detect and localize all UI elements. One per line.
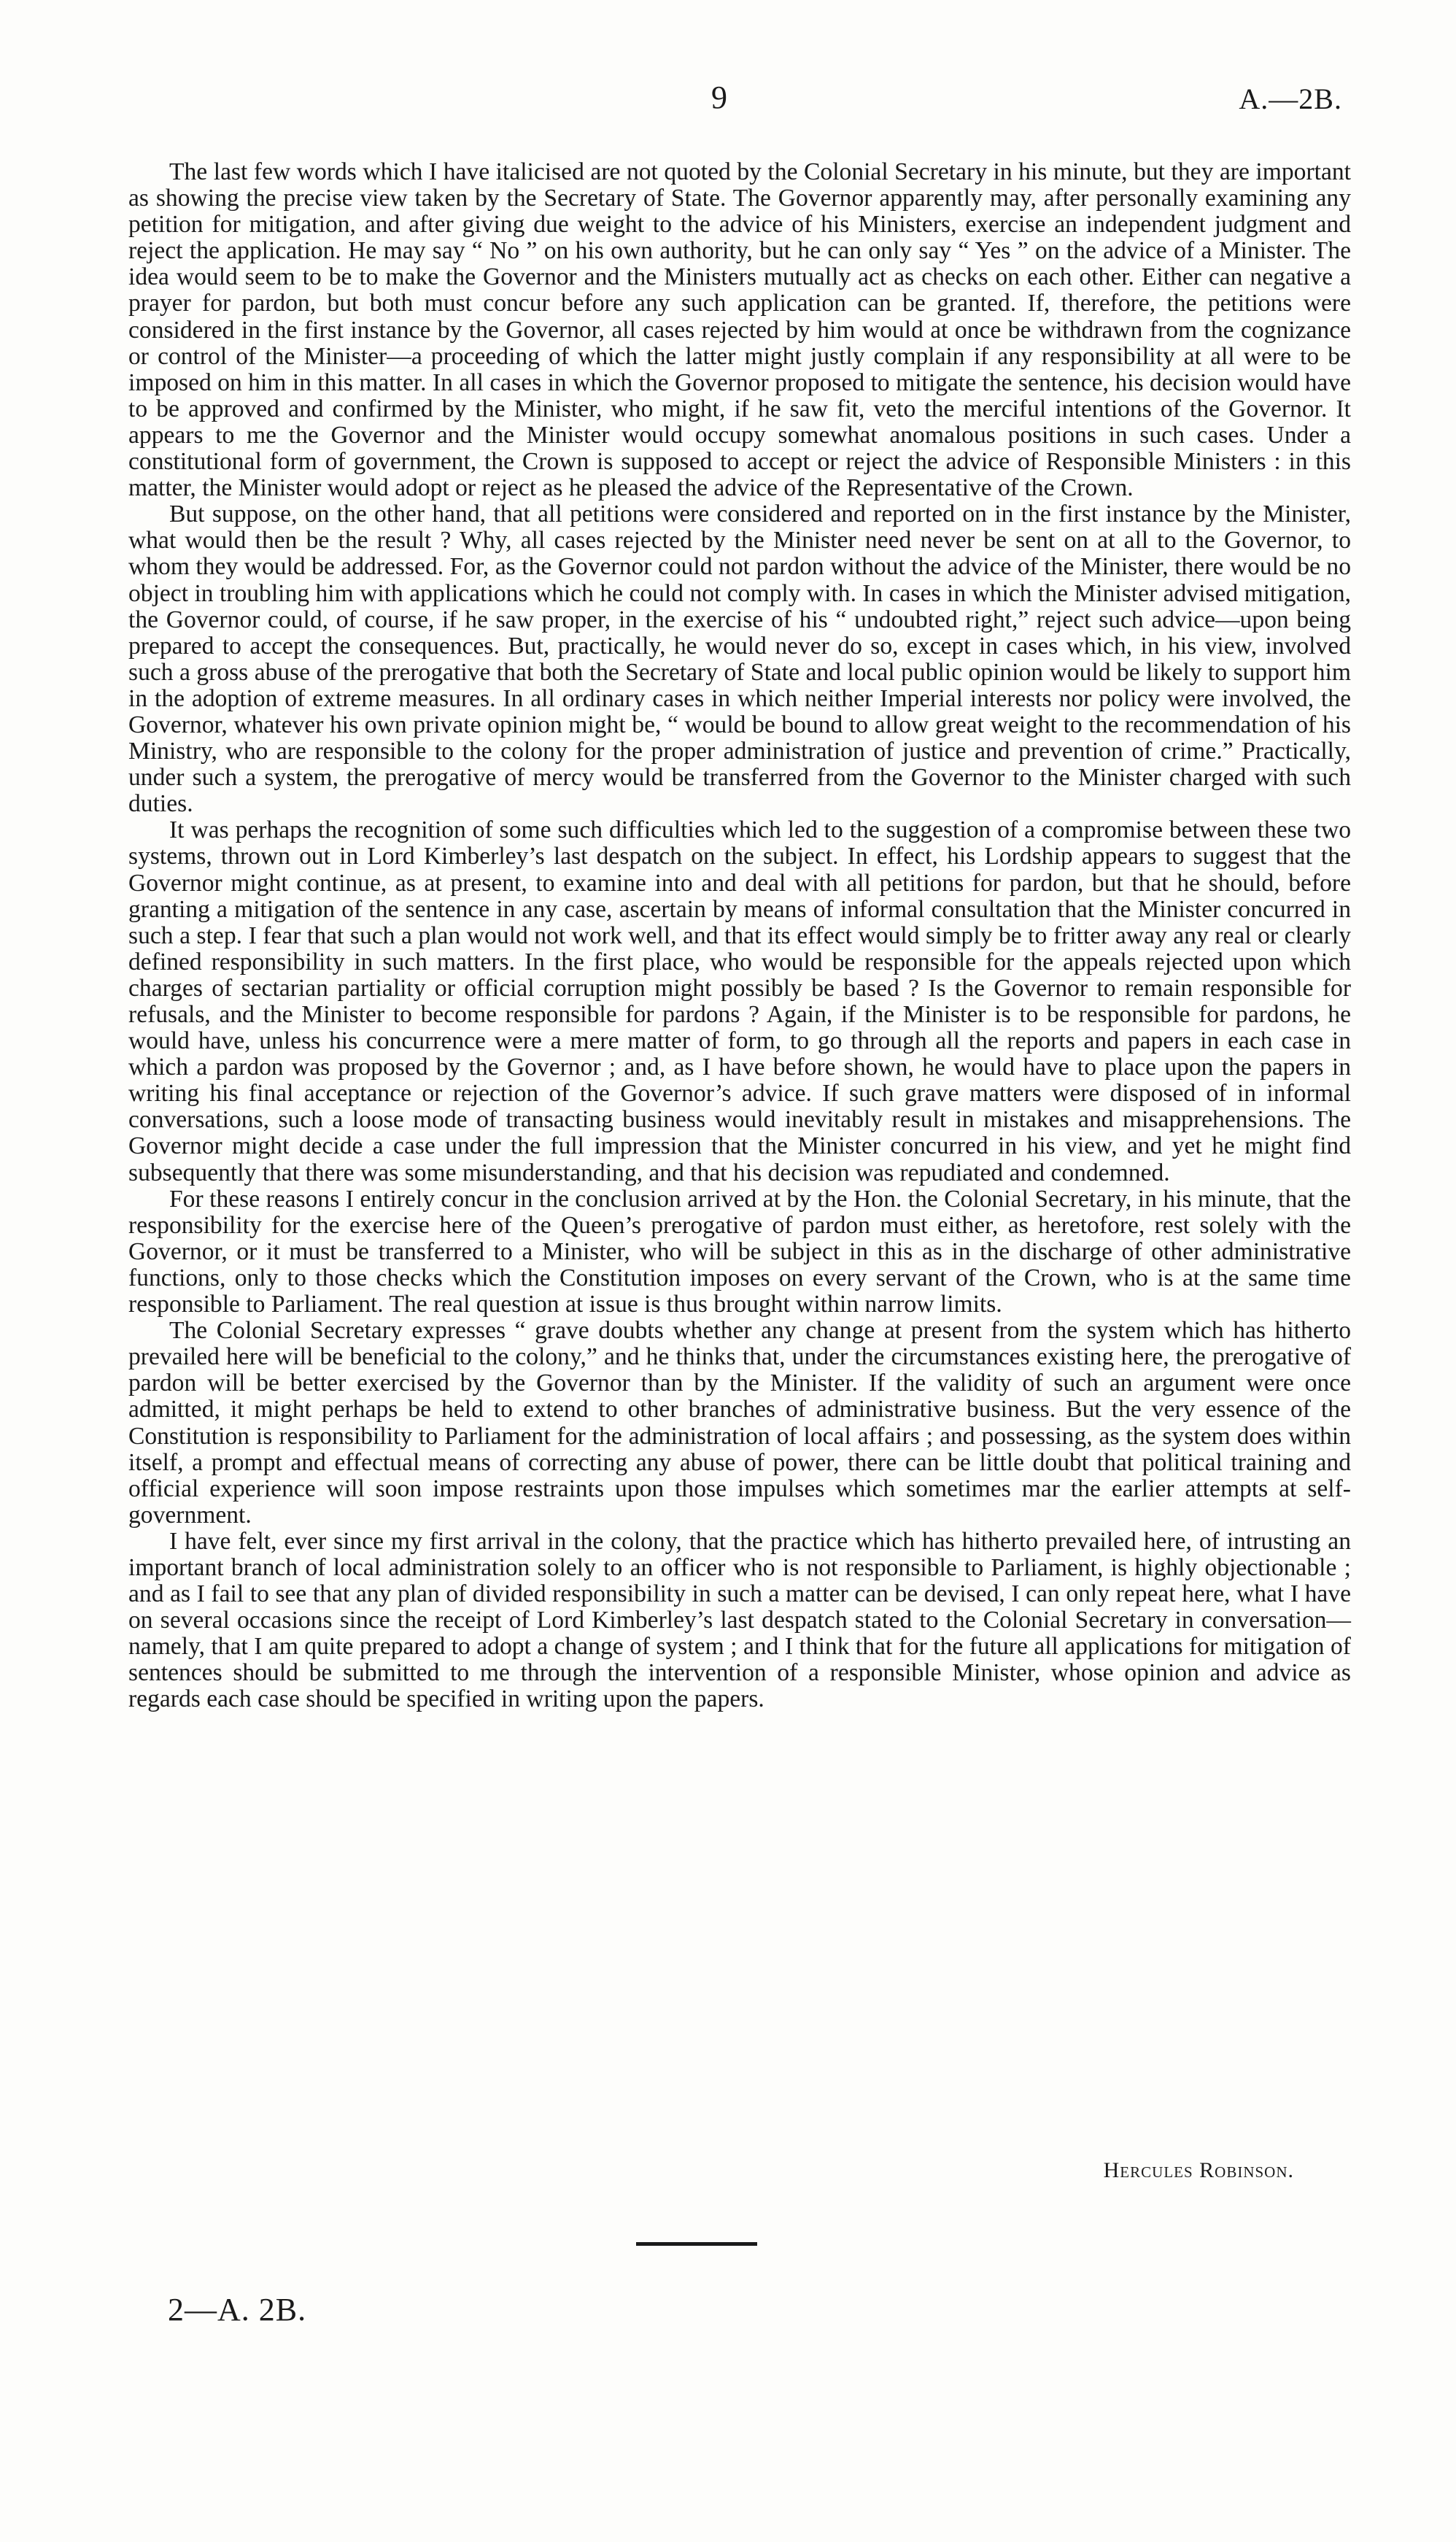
paragraph-2: But suppose, on the other hand, that all petitions were considered and reported on in the first instance by the Minister, what would then be the result ? Why, all cases rejected by the Minister need never be sent on at all to the Governor, to whom they would be addressed. For, as the Governor could not pardon without the advice of the Minister, there would be no object in troubling him with applications which he could not comply with. In cases in which the Minister advised mitigation, the Governor could, of course, if he saw proper, in the exercise of his “ undoubted right,” reject such advice—upon being prepared to accept the consequences. But, practically, he would never do so, except in cases which, in his view, involved such a gross abuse of the prerogative that both the Secretary of State and local public opinion would be likely to support him in the adoption of extreme measures. In all ordinary cases in which neither Imperial interests nor policy were involved, the Governor, whatever his own private opinion might be, “ would be bound to allow great weight to the recommendation of his Ministry, who are responsible to the colony for the proper administration of justice and prevention of crime.” Practically, under such a system, the prerogative of mercy would be transferred from the Governor to the Minister charged with such duties. [128, 501, 1351, 818]
series-reference: A.—2B. [1239, 82, 1342, 115]
paragraph-1: The last few words which I have italicised are not quoted by the Colonial Secretary in his minute, but they are important as showing the precise view taken by the Secretary of State. The Governor apparently may, after personally examining any petition for mitigation, and after giving due weight to the advice of his Ministers, exercise an independent judgment and reject the application. He may say “ No ” on his own authority, but he can only say “ Yes ” on the advice of a Minister. The idea would seem to be to make the Governor and the Ministers mutually act as checks on each other. Either can negative a prayer for pardon, but both must concur before any such application can be granted. If, therefore, the petitions were considered in the first instance by the Governor, all cases rejected by him would at once be withdrawn from the cognizance or control of the Minister—a proceeding of which the latter might justly complain if any responsibility at all were to be imposed on him in this matter. In all cases in which the Governor proposed to mitigate the sentence, his decision would have to be approved and confirmed by the Minister, who might, if he saw fit, veto the merciful intentions of the Governor. It appears to me the Governor and the Minister would occupy somewhat anomalous positions in such cases. Under a constitutional form of government, the Crown is supposed to accept or reject the advice of Responsible Ministers : in this matter, the Minister would adopt or reject as he pleased the advice of the Representative of the Crown. [128, 158, 1351, 502]
paragraph-4: For these reasons I entirely concur in the conclusion arrived at by the Hon. the Colonial Secretary, in his minute, that the responsibility for the exercise here of the Queen’s prerogative of pardon must either, as heretofore, rest solely with the Governor, or it must be transferred to a Minister, who will be subject in this as in the discharge of other administrative functions, only to those checks which the Constitution imposes on every servant of the Crown, who is at the same time responsible to Parliament. The real question at issue is thus brought within narrow limits. [128, 1185, 1351, 1318]
section-divider [636, 2242, 757, 2246]
sheet-reference: 2—A. 2B. [168, 2292, 307, 2327]
paragraph-5: The Colonial Secretary expresses “ grave doubts whether any change at present from the system which has hitherto prevailed here will be beneficial to the colony,” and he thinks that, under the circumstances existing here, the prerogative of pardon will be better exercised by the Governor than by the Minister. If the validity of such an argument were once admitted, it might perhaps be held to extend to other branches of administrative business. But the very essence of the Constitution is responsibility to Parliament for the administration of local affairs ; and possessing, as the system does within itself, a prompt and effectual means of correcting any abuse of power, there can be little doubt that political training and official experience will soon impose restraints upon those impulses which sometimes mar the earlier attempts at self-government. [128, 1317, 1351, 1529]
page-header [0, 79, 1456, 123]
page-number: 9 [711, 80, 727, 115]
paragraph-3: It was perhaps the recognition of some such difficulties which led to the suggestion of a compromise between these two systems, thrown out in Lord Kimberley’s last despatch on the subject. In effect, his Lordship appears to suggest that the Governor might continue, as at present, to examine into and deal with all petitions for pardon, but that he should, before granting a mitigation of the sentence in any case, ascertain by means of informal consultation that the Minister concurred in such a step. I fear that such a plan would not work well, and that its effect would simply be to fritter away any real or clearly defined responsibility in such matters. In the first place, who would be responsible for the appeals rejected upon which charges of sectarian partiality or official corruption might possibly be based ? Is the Governor to remain responsible for refusals, and the Minister to become responsible for pardons ? Again, if the Minister is to be responsible for pardons, he would have, unless his concurrence were a mere matter of form, to go through all the reports and papers in each case in which a pardon was proposed by the Governor ; and, as I have before shown, he would have to place upon the papers in writing his final acceptance or rejection of the Governor’s advice. If such grave matters were disposed of in informal conversations, such a loose mode of transacting business would inevitably result in mistakes and misapprehensions. The Governor might decide a case under the full impression that the Minister concurred in his view, and yet he might find subsequently that there was some misunderstanding, and that his decision was repudiated and condemned. [128, 816, 1351, 1186]
body-text [128, 159, 1351, 1713]
signature: Hercules Robinson. [1103, 2158, 1294, 2182]
paragraph-6: I have felt, ever since my first arrival in the colony, that the practice which has hitherto prevailed here, of intrusting an important branch of local administration solely to an officer who is not responsible to Parliament, is highly objectionable ; and as I fail to see that any plan of divided responsibility in such a matter can be devised, I can only repeat here, what I have on several occasions since the receipt of Lord Kimberley’s last despatch stated to the Colonial Secretary in conversation—namely, that I am quite prepared to adopt a change of system ; and I think that for the future all applications for mitigation of sentences should be submitted to me through the intervention of a responsible Minister, whose opinion and advice as regards each case should be specified in writing upon the papers. [128, 1527, 1351, 1713]
